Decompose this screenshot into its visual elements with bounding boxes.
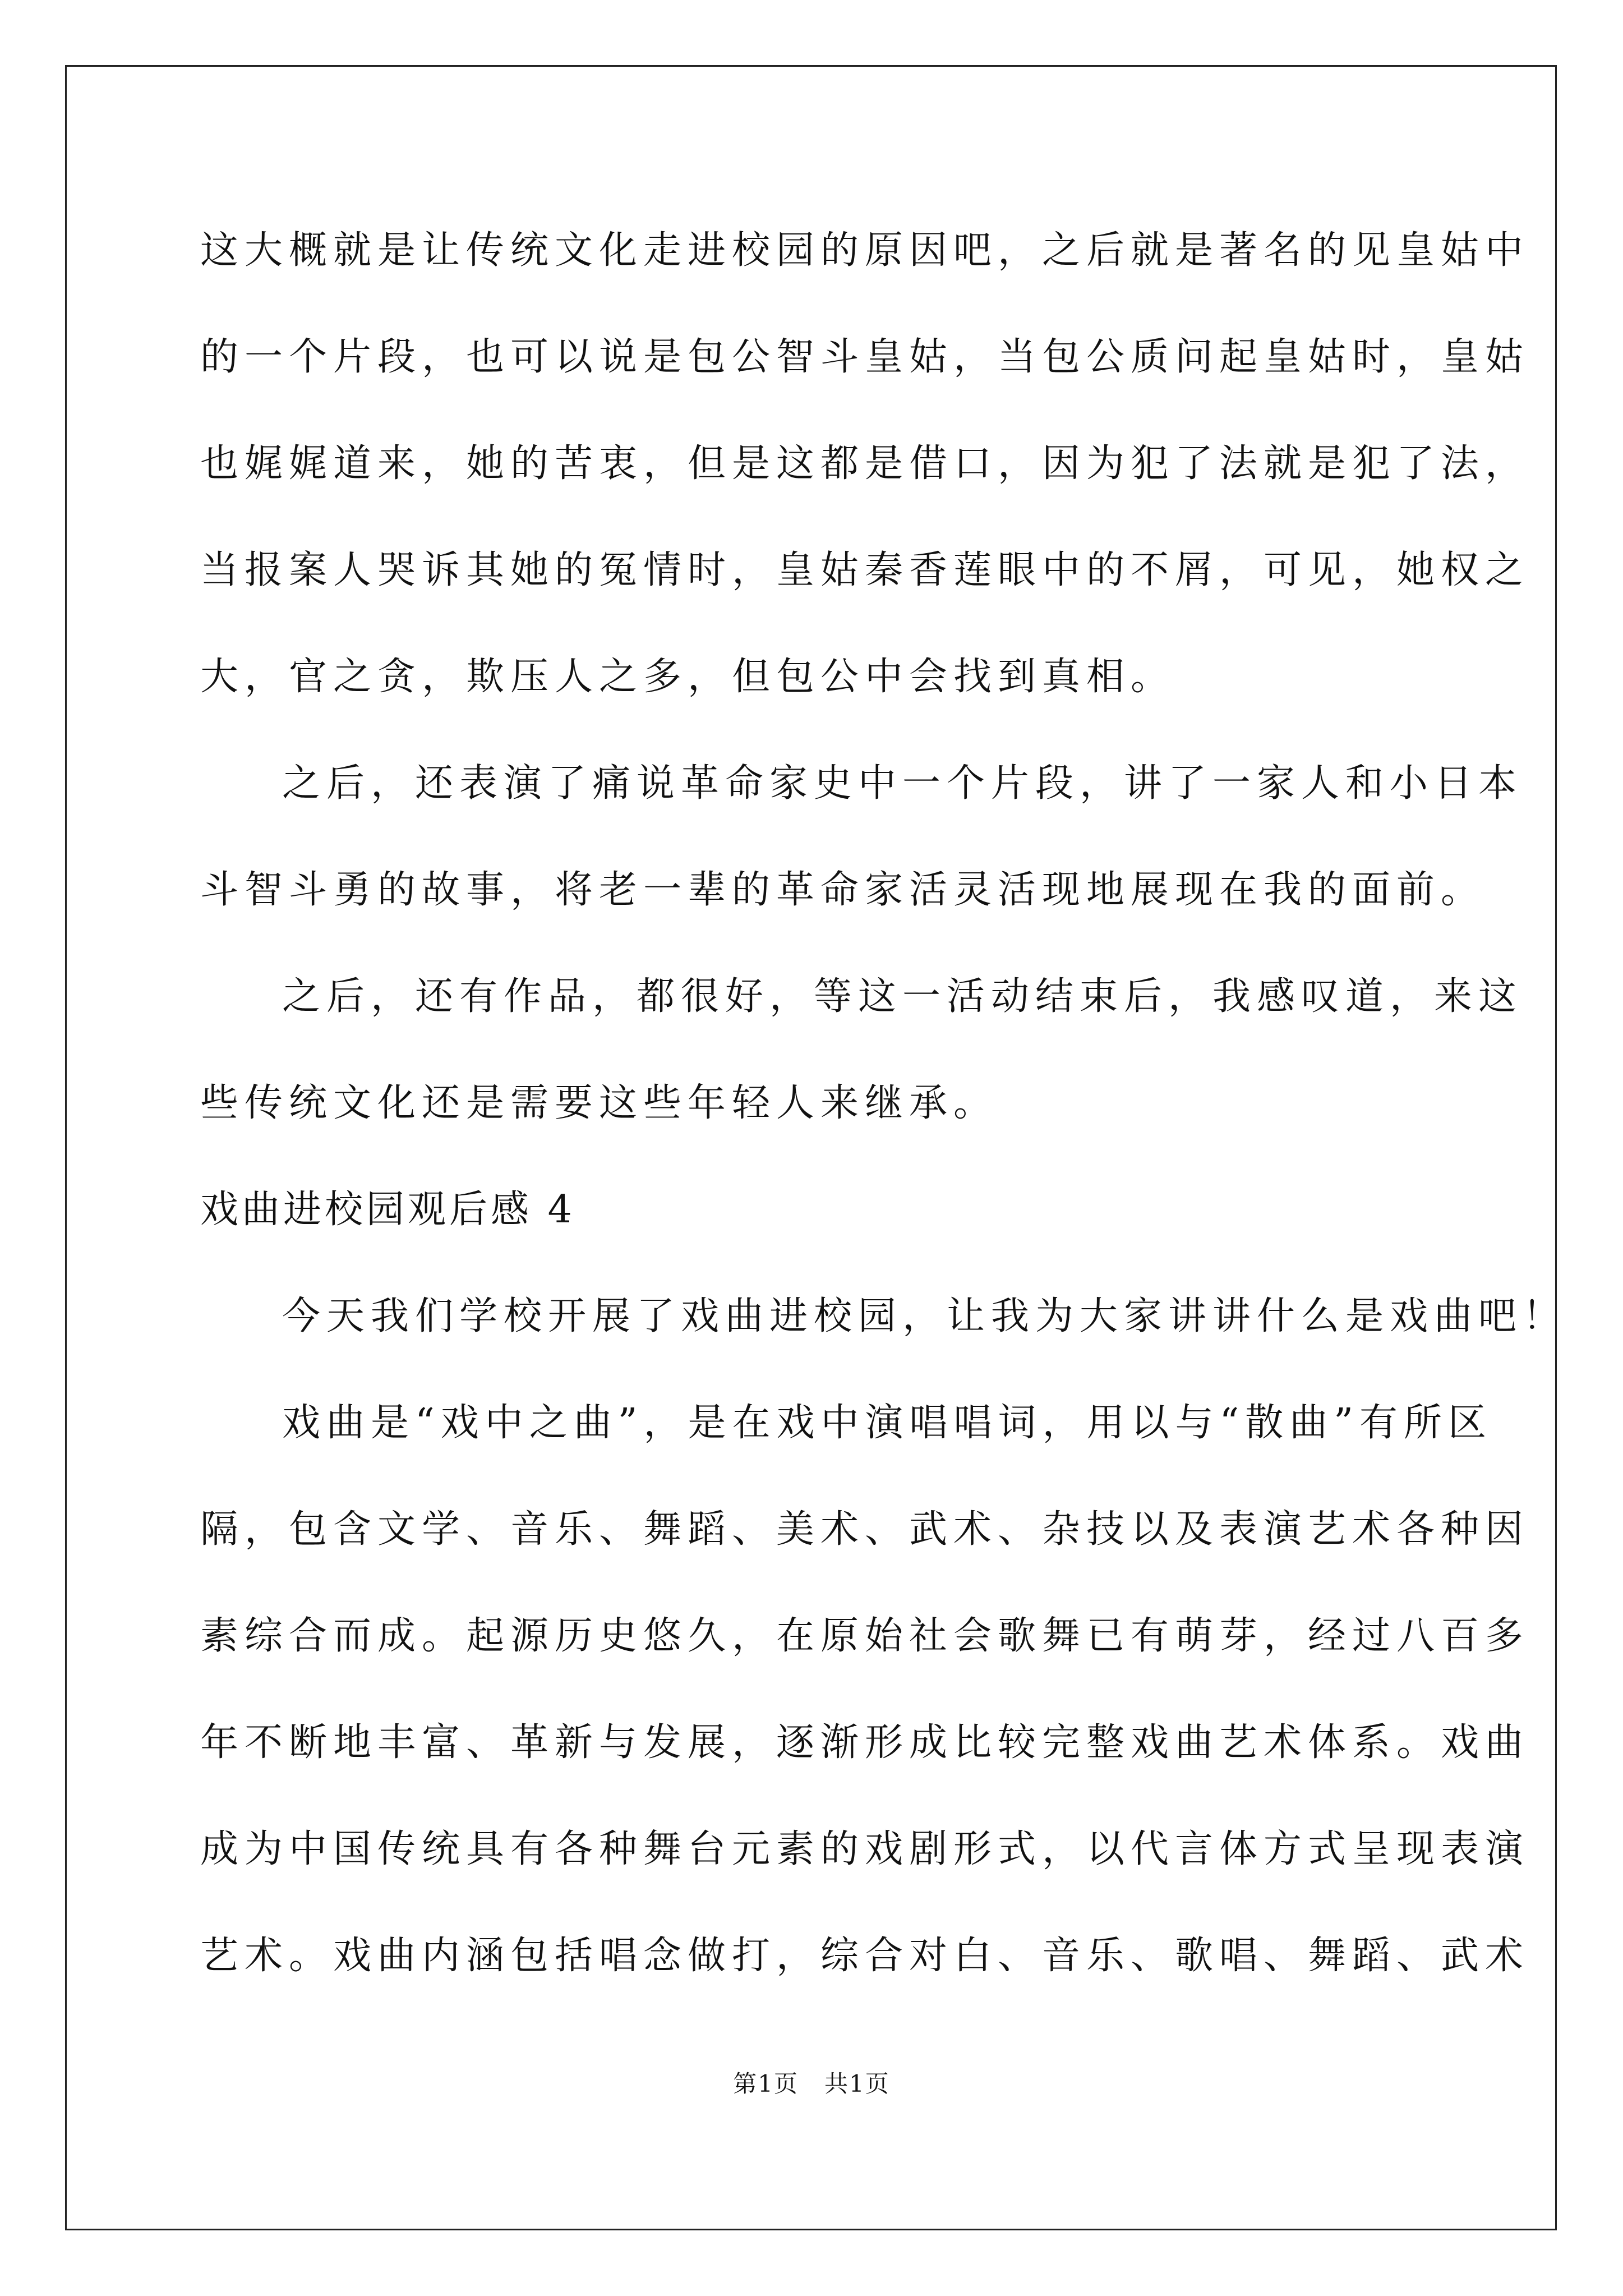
paragraph-first-line: 之后，还有作品，都很好，等这一活动结束后，我感叹道，来这 [282, 974, 1523, 1019]
paragraph-first-line: 戏曲是“戏中之曲”，是在戏中演唱唱词，用以与“散曲”有所区 [282, 1401, 1493, 1445]
text-line: 这大概就是让传统文化走进校园的原因吧，之后就是著名的见皇姑中 [200, 228, 1530, 273]
paragraph-first-line: 之后，还表演了痛说革命家史中一个片段，讲了一家人和小日本 [282, 761, 1523, 806]
text-line: 斗智斗勇的故事，将老一辈的革命家活灵活现地展现在我的面前。 [200, 868, 1486, 912]
page-footer: 第1页 共1页 [733, 2070, 890, 2097]
text-line: 隔，包含文学、音乐、舞蹈、美术、武术、杂技以及表演艺术各种因 [200, 1507, 1530, 1552]
text-line: 成为中国传统具有各种舞台元素的戏剧形式，以代言体方式呈现表演 [200, 1827, 1530, 1871]
text-line: 年不断地丰富、革新与发展，逐渐形成比较完整戏曲艺术体系。戏曲 [200, 1720, 1530, 1765]
text-line: 当报案人哭诉其她的冤情时，皇姑秦香莲眼中的不屑，可见，她权之 [200, 548, 1530, 592]
text-line: 也娓娓道来，她的苦衷，但是这都是借口，因为犯了法就是犯了法， [200, 441, 1530, 486]
text-line: 些传统文化还是需要这些年轻人来继承。 [200, 1081, 998, 1125]
section-heading: 戏曲进校园观后感 4 [200, 1188, 575, 1232]
text-line: 艺术。戏曲内涵包括唱念做打，综合对白、音乐、歌唱、舞蹈、武术 [200, 1934, 1530, 1978]
text-line: 的一个片段，也可以说是包公智斗皇姑，当包公质问起皇姑时，皇姑 [200, 335, 1530, 379]
paragraph-first-line: 今天我们学校开展了戏曲进校园，让我为大家讲讲什么是戏曲吧！ [282, 1294, 1567, 1338]
text-line: 大，官之贪，欺压人之多，但包公中会找到真相。 [200, 655, 1175, 699]
document-body [200, 209, 1567, 2021]
text-line: 素综合而成。起源历史悠久，在原始社会歌舞已有萌芽，经过八百多 [200, 1614, 1530, 1658]
